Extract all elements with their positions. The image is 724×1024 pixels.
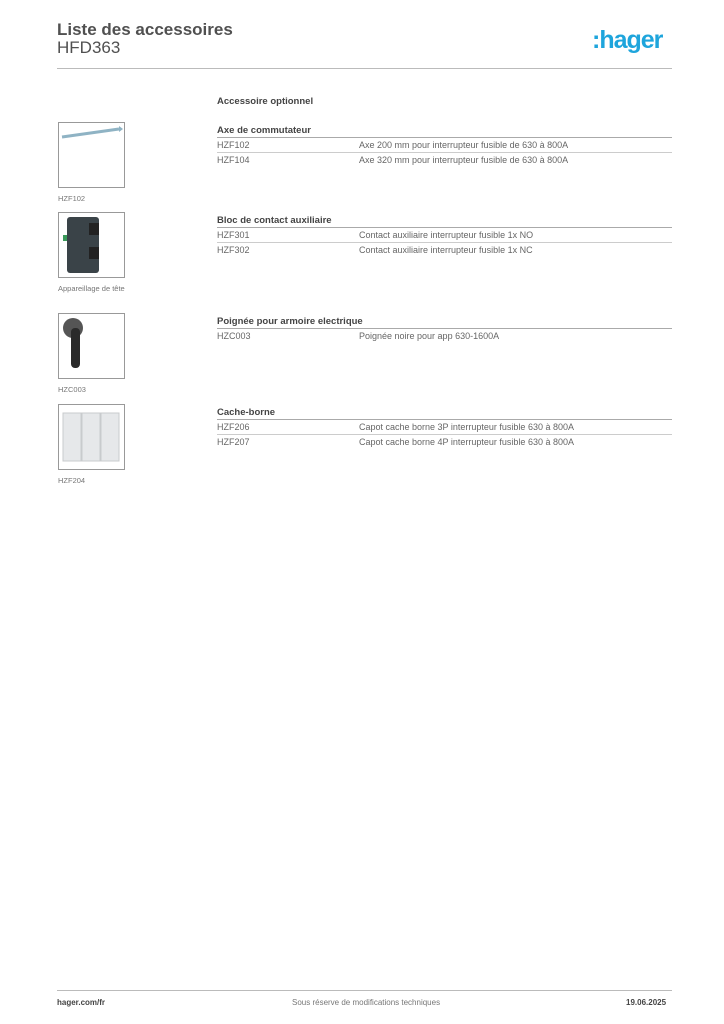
product-image-hzf102 — [58, 122, 125, 188]
ref: HZF207 — [217, 437, 250, 447]
ref: HZF206 — [217, 422, 250, 432]
table-row — [217, 243, 672, 257]
section-title: Cache-borne — [217, 407, 672, 420]
ref: HZF301 — [217, 230, 250, 240]
table-row — [217, 435, 672, 449]
accessory-table — [217, 407, 672, 449]
desc: Capot cache borne 3P interrupteur fusible 630 à 800A — [359, 422, 574, 432]
table-row — [217, 153, 672, 167]
product-reference: HFD363 — [57, 38, 121, 57]
product-image-contact — [58, 212, 125, 278]
product-image-hzc003 — [58, 313, 125, 379]
ref: HZF104 — [217, 155, 250, 165]
intro-heading: Accessoire optionnel — [217, 96, 314, 107]
table-row — [217, 420, 672, 435]
footer-website[interactable]: hager.com/fr — [57, 998, 106, 1007]
section-title: Axe de commutateur — [217, 125, 672, 138]
hager-logo: :hager — [592, 26, 663, 54]
page-title: Liste des accessoires — [57, 20, 233, 39]
accessory-table — [217, 316, 672, 343]
table-row — [217, 138, 672, 153]
footer-notice: Sous réserve de modifications techniques — [292, 998, 441, 1007]
desc: Contact auxiliaire interrupteur fusible 1x NO — [359, 230, 534, 240]
image-caption: HZF204 — [58, 476, 86, 485]
image-caption: HZC003 — [58, 385, 86, 394]
section-title: Bloc de contact auxiliaire — [217, 215, 672, 228]
ref: HZC003 — [217, 331, 251, 341]
ref: HZF302 — [217, 245, 250, 255]
accessory-table — [217, 215, 672, 257]
desc: Capot cache borne 4P interrupteur fusible 630 à 800A — [359, 437, 574, 447]
footer-divider — [57, 990, 672, 991]
section-title: Poignée pour armoire electrique — [217, 316, 672, 329]
image-caption: Appareillage de tête — [58, 284, 125, 293]
table-row — [217, 329, 672, 343]
accessory-table — [217, 125, 672, 167]
image-caption: HZF102 — [58, 194, 86, 203]
desc: Axe 200 mm pour interrupteur fusible de 630 à 800A — [359, 140, 569, 150]
desc: Axe 320 mm pour interrupteur fusible de 630 à 800A — [359, 155, 569, 165]
desc: Contact auxiliaire interrupteur fusible 1x NC — [359, 245, 533, 255]
ref: HZF102 — [217, 140, 250, 150]
desc: Poignée noire pour app 630-1600A — [359, 331, 500, 341]
footer-date: 19.06.2025 — [626, 998, 667, 1007]
header-divider — [57, 68, 672, 69]
table-row — [217, 228, 672, 243]
product-image-hzf204 — [58, 404, 125, 470]
